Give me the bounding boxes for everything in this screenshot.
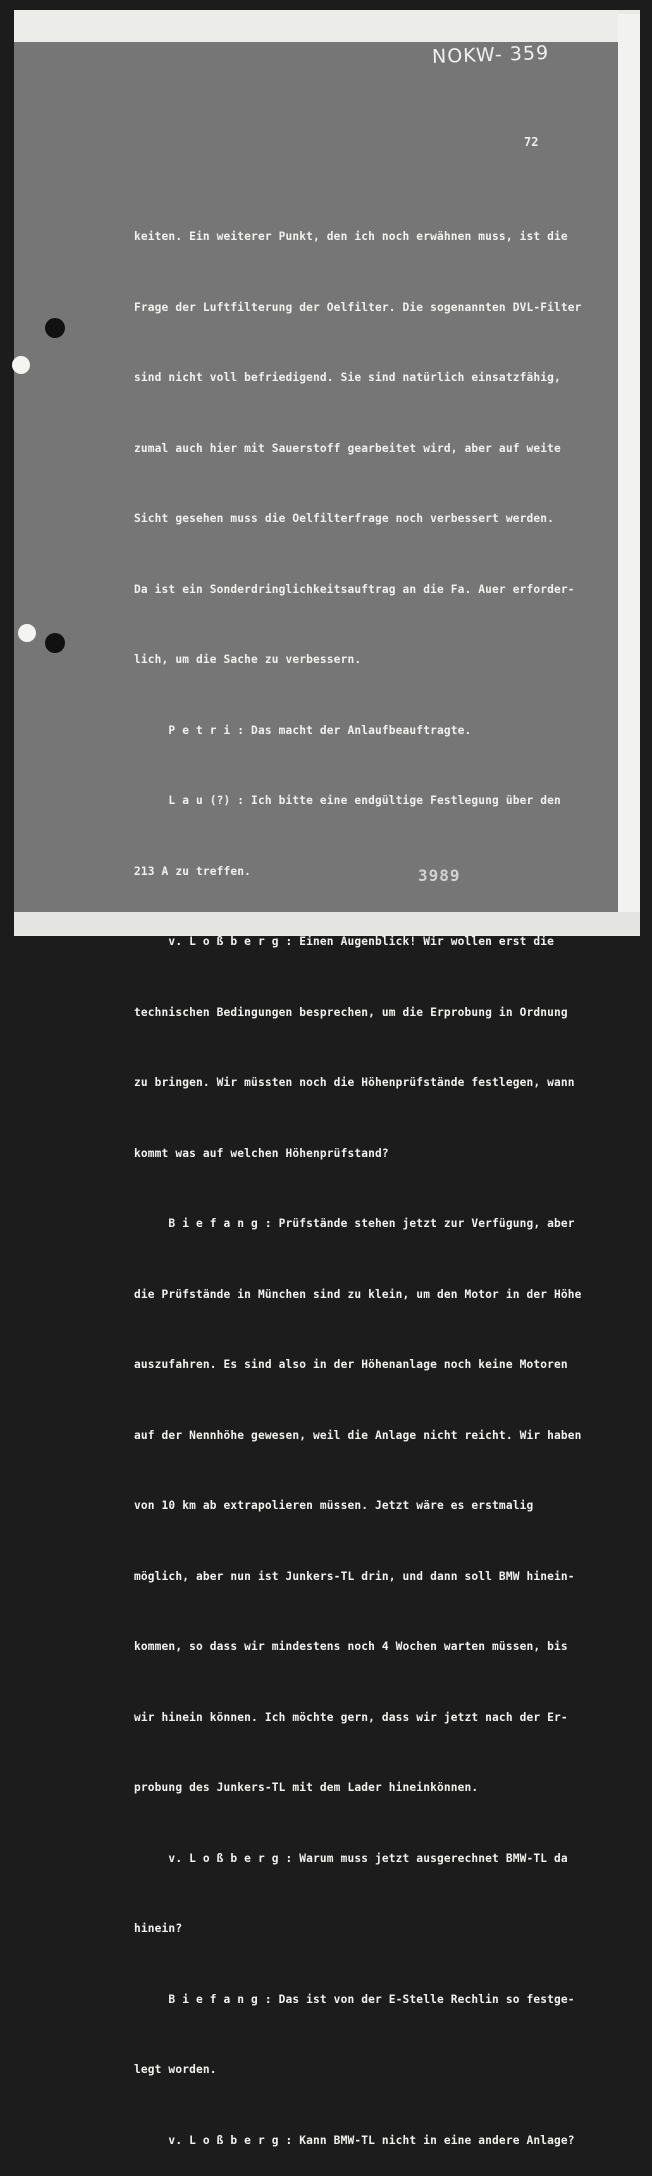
text-line: v. L o ß b e r g : Warum muss jetzt ausgerechnet BMW-TL da — [134, 1851, 568, 1865]
text-line: von 10 km ab extrapolieren müssen. Jetzt wäre es erstmalig — [134, 1499, 534, 1512]
text-line: technischen Bedingungen besprechen, um die Erprobung in Ordnung — [134, 1005, 568, 1019]
text-line: sind nicht voll befriedigend. Sie sind natürlich einsatzfähig, — [134, 371, 561, 384]
punch-hole-edge-upper — [12, 356, 30, 374]
punch-hole-upper — [45, 318, 65, 338]
text-line: zumal auch hier mit Sauerstoff gearbeitet wird, aber auf weite — [134, 441, 561, 455]
punch-hole-edge-lower — [18, 624, 36, 642]
text-line: P e t r i : Das macht der Anlaufbeauftragte. — [134, 723, 472, 737]
text-line: die Prüfstände in München sind zu klein, um den Motor in der Höhe — [134, 1287, 582, 1301]
text-line: probung des Junkers-TL mit dem Lader hineinkönnen. — [134, 1781, 479, 1794]
text-line: möglich, aber nun ist Junkers-TL drin, und dann soll BMW hinein- — [134, 1569, 575, 1583]
text-line: auf der Nennhöhe gewesen, weil die Anlage nicht reicht. Wir haben — [134, 1428, 582, 1442]
footer-document-number: 3989 — [418, 866, 461, 885]
text-line: Da ist ein Sonderdringlichkeitsauftrag an die Fa. Auer erforder- — [134, 582, 575, 596]
text-line: v. L o ß b e r g : Einen Augenblick! Wir wollen erst die — [134, 935, 555, 948]
text-line: v. L o ß b e r g : Kann BMW-TL nicht in eine andere Anlage? — [134, 2133, 575, 2147]
text-line: Sicht gesehen muss die Oelfilterfrage noch verbessert werden. — [134, 512, 555, 525]
text-line: L a u (?) : Ich bitte eine endgültige Festlegung über den — [134, 794, 561, 807]
right-margin — [618, 14, 640, 914]
page-number: 72 — [524, 135, 539, 149]
archive-stamp: NOKW- 359 — [431, 41, 550, 69]
top-margin — [14, 10, 618, 42]
text-line: kommt was auf welchen Höhenprüfstand? — [134, 1146, 389, 1160]
text-line: keiten. Ein weiterer Punkt, den ich noch erwähnen muss, ist die — [134, 230, 568, 243]
text-line: zu bringen. Wir müssten noch die Höhenprüfstände festlegen, wann — [134, 1076, 575, 1089]
text-line: wir hinein können. Ich möchte gern, dass wir jetzt nach der Er- — [134, 1710, 568, 1724]
text-line: hinein? — [134, 1922, 183, 1935]
body-text — [134, 178, 620, 2176]
text-line: 213 A zu treffen. — [134, 864, 252, 878]
text-line: B i e f a n g : Prüfstände stehen jetzt zur Verfügung, aber — [134, 1217, 575, 1230]
text-line: B i e f a n g : Das ist von der E-Stelle Rechlin so festge- — [134, 1992, 575, 2006]
text-line: Frage der Luftfilterung der Oelfilter. Die sogenannten DVL-Filter — [134, 300, 582, 314]
punch-hole-lower — [45, 633, 65, 653]
text-line: auszufahren. Es sind also in der Höhenanlage noch keine Motoren — [134, 1358, 568, 1371]
text-line: legt worden. — [134, 2063, 217, 2076]
text-line: kommen, so dass wir mindestens noch 4 Wochen warten müssen, bis — [134, 1640, 568, 1653]
text-line: lich, um die Sache zu verbessern. — [134, 653, 362, 666]
